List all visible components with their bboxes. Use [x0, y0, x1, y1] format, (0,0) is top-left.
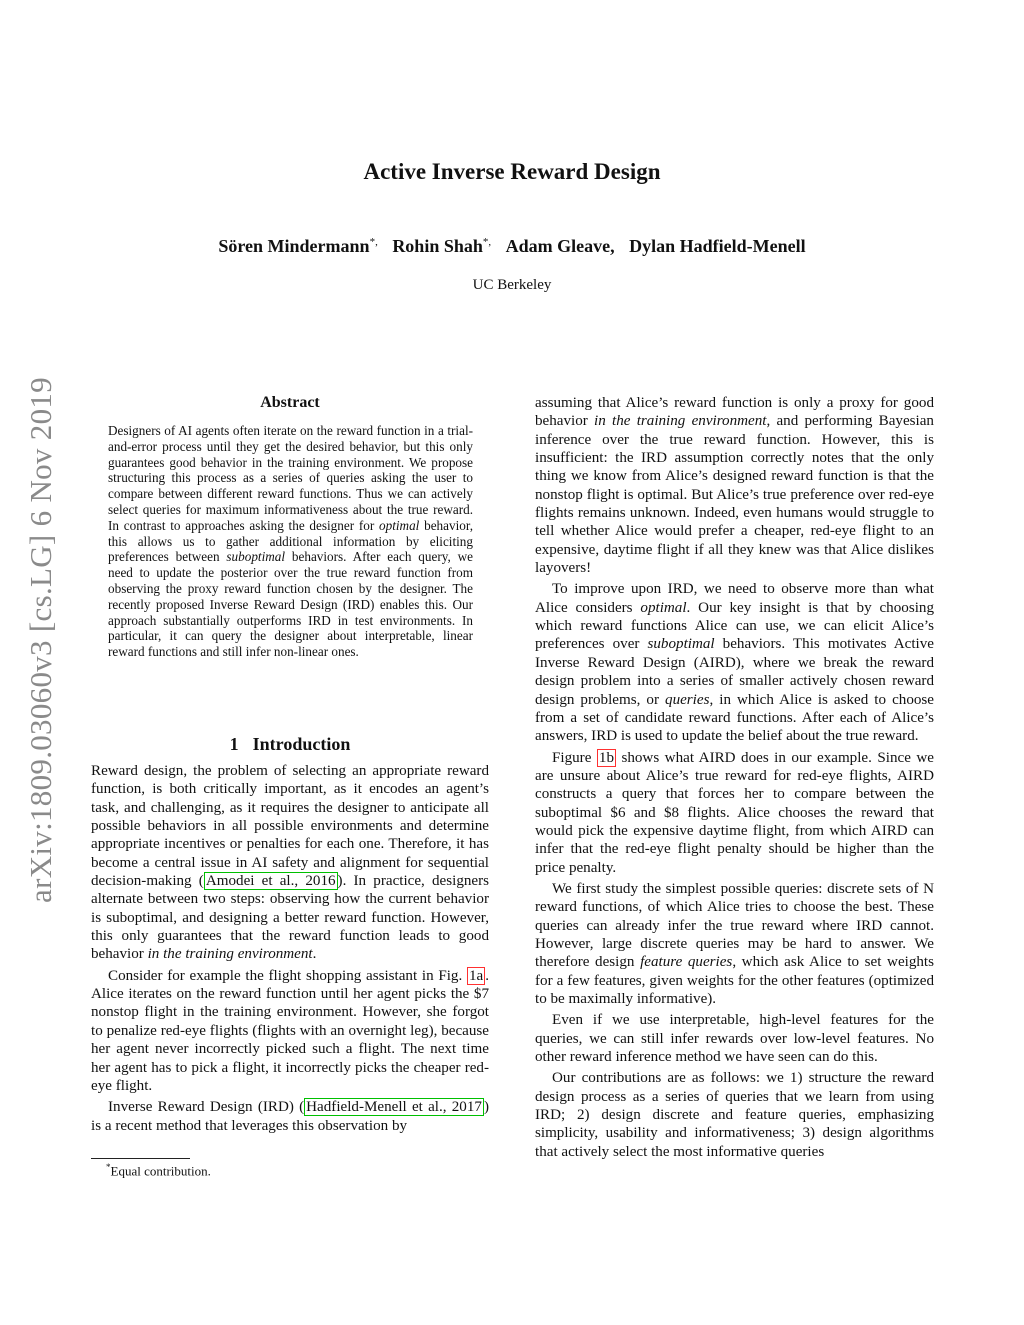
- paragraph: Reward design, the problem of selecting an appropriate reward function, is both critically important, as it encodes an agent’s task, and challenging, as it requires the designer to anticipate all possible behaviors in all possible environments and determine appropriate incentives or penalties for each one. Therefore, it has become a central issue in AI safety and alignment for sequential decision-making ( Amodei et al., 2016 ). In practice, designers alternate between two steps: observing how the current behavior is suboptimal, and designing a better reward function. However, this only guarantees that the reward function leads to good behavior in the training environment.: [91, 763, 490, 963]
- left-column: [91, 762, 489, 1138]
- paragraph: We first study the simplest possible queries: discrete sets of N reward functions, of which Alice tries to choose the best. These queries can already infer the true reward where IRD cannot. However, large discrete queries may be hard to answer. We therefore design feature queries, which ask Alice to set weights for a few features, given weights for the other features (optimized to be maximally informative).: [535, 880, 934, 1007]
- paragraph: assuming that Alice’s reward function is only a proxy for good behavior in the training environment, and performing Bayesian inference over the true reward function. However, this is insufficient: the IRD assumption correctly notes that the only thing we know from Alice’s designed reward function is that the nonstop flight is optimal. But Alice’s true preference over red-eye flights remains unknown. Indeed, even humans would struggle to tell whether Alice would prefer a cheaper, red-eye flight to an expensive, daytime flight if all they knew was that Alice dislikes layovers!: [535, 395, 934, 577]
- footnote-rule: [91, 1158, 190, 1159]
- citation-link[interactable]: Hadfield-Menell et al., 2017: [306, 1099, 482, 1116]
- footnote: *Equal contribution.: [106, 1162, 211, 1179]
- abstract-text: Designers of AI agents often iterate on the reward function in a trial-and-error process until they get the desired behavior, but this only guarantees good behavior in the training environment. We propose structuring this process as a series of queries asking the user to compare between different reward functions. Thus we can actively select queries for maximum informativeness about the true reward. In contrast to approaches asking the designer for optimal behavior, this allows us to gather additional information by eliciting preferences between suboptimal behaviors. After each query, we need to update the posterior over the true reward function from observing the proxy reward function chosen by the designer. The recently proposed Inverse Reward Design (IRD) enables this. Our approach substantially outperforms IRD in test environments. In particular, it can query the designer about interpretable, linear reward functions and still infer non-linear ones.: [108, 423, 473, 660]
- figure-reference-link[interactable]: 1b: [598, 749, 614, 766]
- paragraph: To improve upon IRD, we need to observe more than what Alice considers optimal. Our key insight is that by choosing which reward functions Alice can use, we can elicit Alice’s preferences over suboptimal behaviors. This motivates Active Inverse Reward Design (AIRD), where we break the reward design problem into a series of smaller actively chosen reward design problems, or queries, in which Alice is asked to choose from a set of candidate reward functions. After each of Alice’s answers, IRD is used to update the belief about the true reward.: [535, 581, 934, 745]
- paragraph: Our contributions are as follows: we 1) structure the reward design process as a series of queries that we learn from using IRD; 2) design discrete and feature queries, emphasizing simplicity, usability and informativeness; 3) design algorithms that actively select the most informative queries: [535, 1070, 934, 1160]
- paragraph: Even if we use interpretable, high-level features for the queries, we can still infer rewards over low-level features. No other reward inference method we have seen can do this.: [535, 1012, 934, 1066]
- author-name: Adam Gleave,: [505, 236, 615, 256]
- section-heading-introduction: 1 Introduction: [229, 734, 351, 754]
- affiliation: UC Berkeley: [472, 277, 552, 293]
- citation-link[interactable]: Amodei et al., 2016: [205, 873, 336, 890]
- author-list: [0, 236, 1024, 257]
- figure-reference-link[interactable]: 1a: [468, 967, 484, 984]
- author-name: Rohin Shah*,: [392, 236, 492, 256]
- paragraph: Consider for example the flight shopping assistant in Fig. 1a . Alice iterates on the reward function until her agent picks the $7 nonstop flight in the training environment. However, she forgot to penalize red-eye flights (flights with an overnight leg), because her agent never incorrectly picked such a flight. The next time her agent has to pick a flight, it incorrectly picks the cheaper red-eye flight.: [91, 967, 489, 1094]
- paragraph: Inverse Reward Design (IRD) ( Hadfield-Menell et al., 2017 ) is a recent method that leverages this observation by: [91, 1099, 489, 1134]
- arxiv-stamp: arXiv:1809.03060v3 [cs.LG] 6 Nov 2019: [23, 377, 58, 903]
- abstract-heading: Abstract: [260, 394, 320, 411]
- paragraph: Figure 1b shows what AIRD does in our example. Since we are unsure about Alice’s true reward for red-eye flights, AIRD constructs a query that forces her to compare between the suboptimal $6 and $8 flights. Alice chooses the reward that would pick the expensive daytime flight, from which AIRD can infer that the red-eye flight penalty should be higher than the price penalty.: [535, 749, 934, 876]
- author-name: Dylan Hadfield-Menell: [629, 236, 806, 256]
- author-name: Sören Mindermann*,: [218, 236, 378, 256]
- paper-title: Active Inverse Reward Design: [363, 159, 661, 184]
- right-column: [535, 394, 934, 1164]
